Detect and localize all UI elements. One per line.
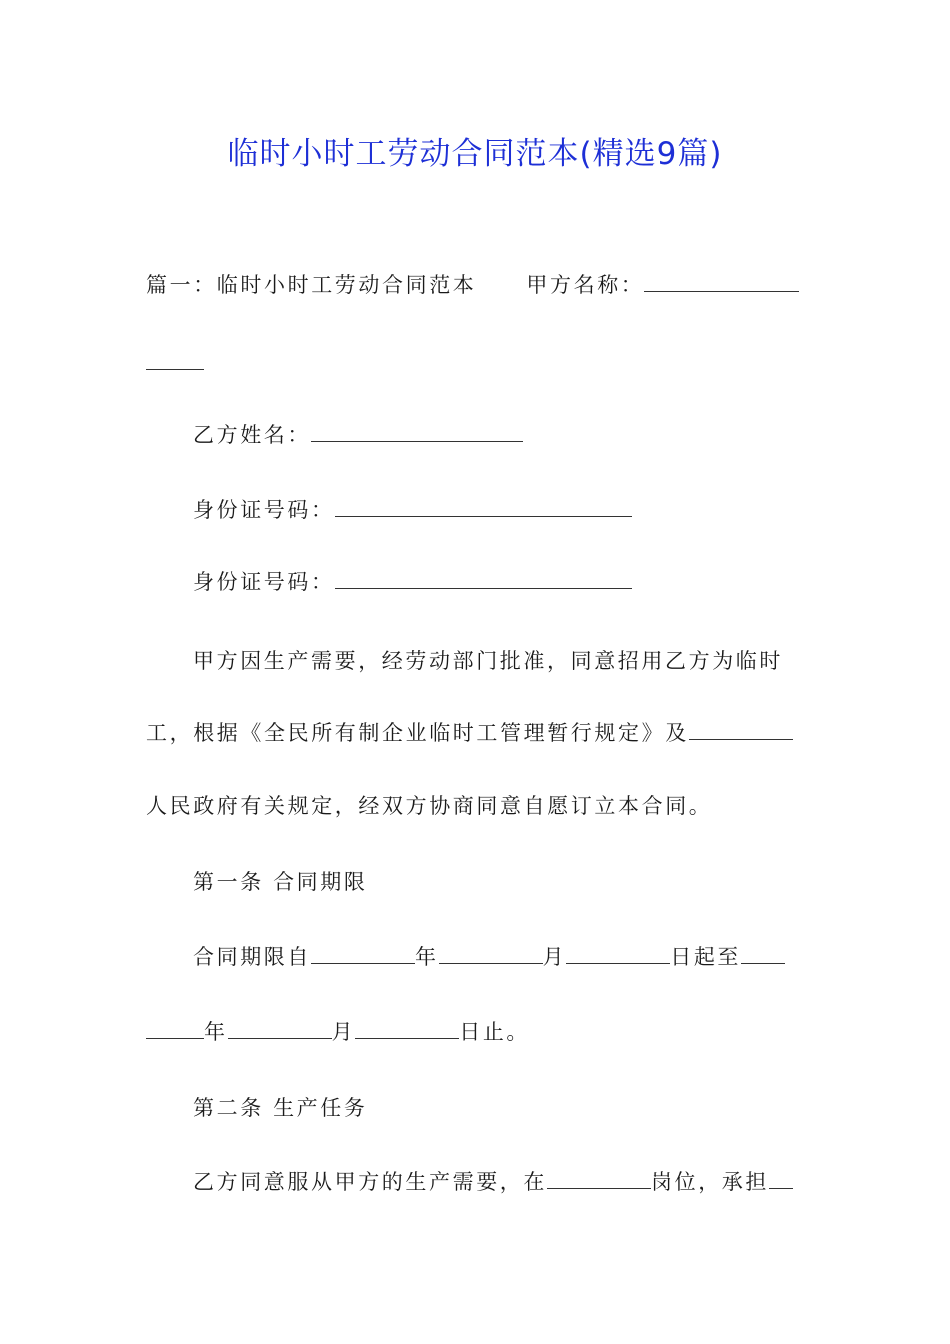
line-id-1 (193, 495, 632, 525)
section-label: 篇一：临时小时工劳动合同范本 (146, 273, 477, 297)
term-line2 (146, 1017, 530, 1047)
task-blank[interactable] (769, 1168, 793, 1189)
end-year-blank[interactable] (741, 943, 785, 964)
line-intro (146, 270, 799, 300)
article2-title: 第二条 生产任务 (193, 1096, 368, 1120)
line-intro-continued (146, 348, 204, 378)
end-year-label: 年 (204, 1020, 228, 1044)
article1-title: 第一条 合同期限 (193, 870, 368, 894)
party-a-blank-continued[interactable] (146, 349, 204, 370)
id-label-2: 身份证号码： (193, 570, 335, 594)
region-blank[interactable] (689, 719, 793, 740)
para1-line2-text: 工，根据《全民所有制企业临时工管理暂行规定》及 (146, 721, 689, 745)
end-month-blank[interactable] (228, 1018, 332, 1039)
month-label: 月 (542, 945, 567, 969)
para1-line3: 人民政府有关规定，经双方协商同意自愿订立本合同。 (146, 794, 713, 818)
line-id-2 (193, 567, 632, 597)
id-label-1: 身份证号码： (193, 498, 335, 522)
line-party-b (193, 420, 523, 450)
end-year-blank-continued[interactable] (146, 1018, 204, 1039)
year-label: 年 (415, 945, 439, 969)
para1-line2 (146, 718, 793, 748)
party-b-blank[interactable] (311, 421, 523, 442)
task-middle: 岗位，承担 (651, 1170, 769, 1194)
party-a-blank[interactable] (644, 271, 799, 292)
id-blank-1[interactable] (335, 496, 632, 517)
end-day-blank[interactable] (355, 1018, 459, 1039)
term-prefix: 合同期限自 (193, 945, 311, 969)
start-day-blank[interactable] (566, 943, 670, 964)
para1-line1: 甲方因生产需要，经劳动部门批准，同意招用乙方为临时 (193, 649, 783, 673)
end-month-label: 月 (331, 1020, 356, 1044)
party-a-label: 甲方名称： (526, 273, 645, 297)
id-blank-2[interactable] (335, 568, 632, 589)
start-month-blank[interactable] (439, 943, 543, 964)
task-line (193, 1167, 793, 1197)
start-year-blank[interactable] (311, 943, 415, 964)
day-from-label: 日起至 (670, 945, 742, 969)
day-end-label: 日止。 (459, 1020, 531, 1044)
task-prefix: 乙方同意服从甲方的生产需要，在 (193, 1170, 547, 1194)
party-b-label: 乙方姓名： (193, 423, 311, 447)
term-line1 (193, 942, 785, 972)
position-blank[interactable] (547, 1168, 651, 1189)
document-title: 临时小时工劳动合同范本(精选9篇) (227, 136, 723, 172)
